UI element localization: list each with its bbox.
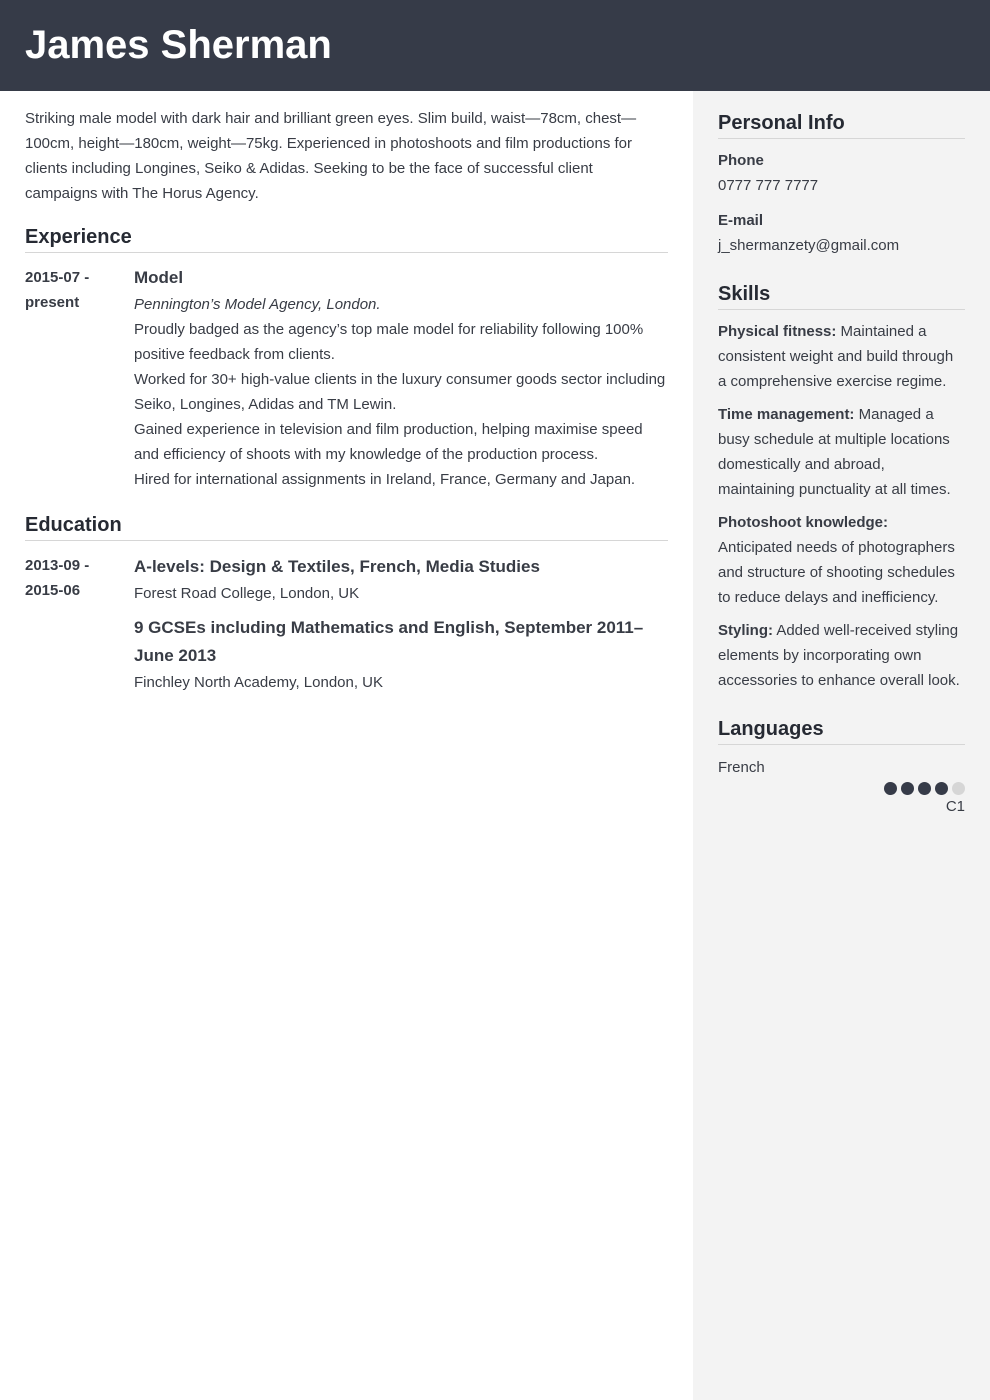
candidate-name: James Sherman xyxy=(25,23,332,67)
education-dates xyxy=(25,553,134,695)
email-value: j_shermanzety@gmail.com xyxy=(718,237,900,254)
rating-dot-filled-icon xyxy=(901,782,914,795)
achievement-item: Gained experience in television and film production, helping maximise speed and efficiency of shoots with my knowledge of the production process. xyxy=(134,421,643,463)
degree-title: 9 GCSEs including Mathematics and English, September 2011–June 2013 xyxy=(134,618,644,665)
profile-summary: Striking male model with dark hair and brilliant green eyes. Slim build, waist—78cm, chest—100cm, height—180cm, weight—75kg. Experienced in photoshoots and film productions for clients including Longines, Seiko & Adidas. Seeking to be the face of successful client campaigns with The Horus Agency. xyxy=(25,110,637,202)
degree-title: A-levels: Design & Textiles, French, Media Studies xyxy=(134,557,540,576)
skills-heading: Skills xyxy=(718,281,965,310)
experience-content xyxy=(134,265,668,492)
skill-name: Time management: xyxy=(718,406,855,423)
experience-dates xyxy=(25,265,134,492)
education-heading: Education xyxy=(25,512,668,541)
skill-item xyxy=(718,319,965,394)
phone-label: Phone xyxy=(718,152,764,169)
date-start: 2013-09 - xyxy=(25,557,90,574)
education-item xyxy=(134,553,668,606)
main-column xyxy=(25,106,668,695)
skill-description: Managed a busy schedule at multiple locations domestically and abroad, maintaining punctuality at all times. xyxy=(718,406,951,498)
personal-info-heading: Personal Info xyxy=(718,110,965,139)
achievement-item: Hired for international assignments in Ireland, France, Germany and Japan. xyxy=(134,471,636,488)
date-end: 2015-06 xyxy=(25,582,81,599)
school-name: Finchley North Academy, London, UK xyxy=(134,674,384,691)
skill-description: Anticipated needs of photographers and structure of shooting schedules to reduce delays and inefficiency. xyxy=(718,539,955,606)
sidebar xyxy=(693,91,990,1400)
skill-item xyxy=(718,510,965,610)
education-section xyxy=(25,512,668,695)
rating-dot-empty-icon xyxy=(952,782,965,795)
date-start: 2015-07 - xyxy=(25,269,90,286)
rating-dot-filled-icon xyxy=(935,782,948,795)
education-item xyxy=(134,614,668,695)
date-end: present xyxy=(25,294,80,311)
skill-description: Maintained a consistent weight and build through a comprehensive exercise regime. xyxy=(718,323,954,390)
languages-section xyxy=(718,716,965,817)
skill-name: Physical fitness: xyxy=(718,323,837,340)
email-label: E-mail xyxy=(718,212,764,229)
resume-header xyxy=(0,0,990,91)
personal-info-section xyxy=(718,110,965,258)
languages-heading: Languages xyxy=(718,716,965,745)
phone-value: 0777 777 7777 xyxy=(718,177,819,194)
skill-item xyxy=(718,402,965,502)
language-name: French xyxy=(718,759,765,776)
education-entry xyxy=(25,553,668,695)
job-title: Model xyxy=(134,268,184,287)
education-content xyxy=(134,553,668,695)
language-level: C1 xyxy=(945,798,965,815)
school-name: Forest Road College, London, UK xyxy=(134,585,360,602)
experience-heading: Experience xyxy=(25,224,668,253)
achievement-item: Proudly badged as the agency’s top male model for reliability following 100% positive feedback from clients. xyxy=(134,321,644,363)
sidebar-content xyxy=(718,110,965,817)
skill-name: Styling: xyxy=(718,622,773,639)
skill-item xyxy=(718,618,965,693)
rating-dot-filled-icon xyxy=(918,782,931,795)
rating-dot-filled-icon xyxy=(884,782,897,795)
company-name: Pennington’s Model Agency, London. xyxy=(134,296,381,313)
skill-description: Added well-received styling elements by incorporating own accessories to enhance overall look. xyxy=(718,622,960,689)
skills-section xyxy=(718,281,965,693)
language-rating xyxy=(718,782,965,795)
achievement-item: Worked for 30+ high-value clients in the luxury consumer goods sector including Seiko, Longines, Adidas and TM Lewin. xyxy=(134,371,666,413)
experience-entry xyxy=(25,265,668,492)
experience-section xyxy=(25,224,668,492)
skill-name: Photoshoot knowledge: xyxy=(718,514,888,531)
